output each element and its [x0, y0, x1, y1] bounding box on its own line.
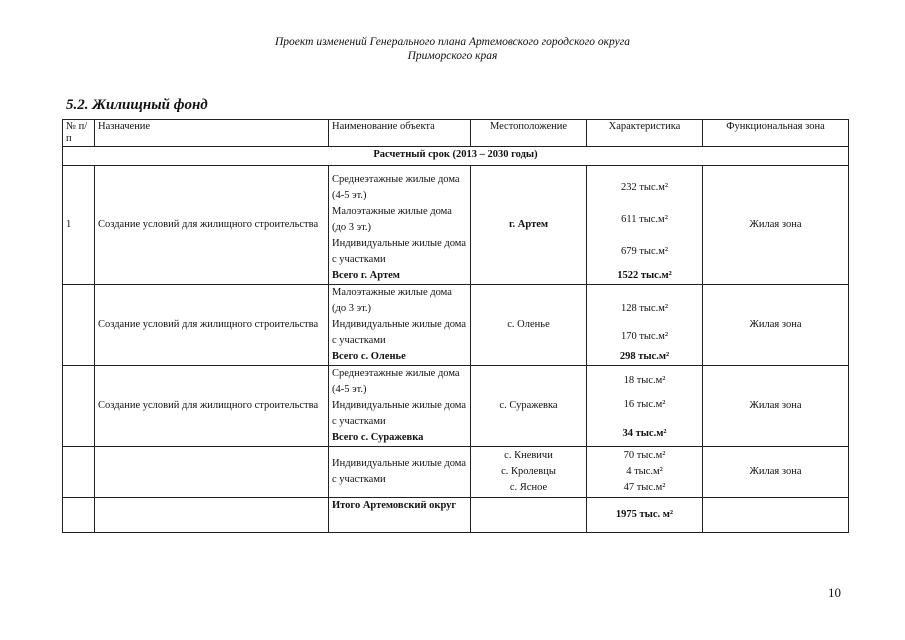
row-purpose: Создание условий для жилищного строительства — [95, 166, 329, 285]
header-zone: Функциональная зона — [703, 120, 849, 147]
header-purpose: Назначение — [95, 120, 329, 147]
row-num — [63, 447, 95, 498]
page-number: 10 — [828, 585, 841, 600]
value-item: 611 тыс.м² — [621, 214, 668, 225]
grand-total-empty — [95, 498, 329, 533]
document-header-line2: Приморского края — [407, 50, 498, 62]
object-item: Индивидуальные жилые дома с участками — [332, 319, 467, 346]
location-item: с. Кролевцы — [501, 466, 556, 477]
object-item: Среднеэтажные жилые дома (4-5 эт.) — [332, 174, 460, 201]
table-row — [63, 285, 849, 366]
row-num: 1 — [63, 166, 95, 285]
object-item: Малоэтажные жилые дома (до 3 эт.) — [332, 287, 452, 314]
row-purpose: Создание условий для жилищного строительства — [95, 366, 329, 447]
table-row — [63, 447, 849, 498]
value-item: 47 тыс.м² — [623, 482, 666, 493]
row-zone: Жилая зона — [703, 447, 849, 498]
document-header-line1: Проект изменений Генерального плана Артемовского городского округа — [275, 36, 630, 48]
row-objects — [329, 447, 471, 498]
row-total-label: Всего с. Оленье — [332, 351, 406, 362]
row-num — [63, 285, 95, 366]
value-item: 232 тыс.м² — [620, 182, 669, 193]
row-objects — [329, 166, 471, 285]
row-zone: Жилая зона — [703, 166, 849, 285]
object-item: Среднеэтажные жилые дома (4-5 эт.) — [332, 368, 460, 395]
value-item: 4 тыс.м² — [626, 466, 663, 477]
row-total-value: 1522 тыс.м² — [617, 270, 672, 281]
row-purpose — [95, 447, 329, 498]
value-item: 679 тыс.м² — [620, 246, 669, 257]
header-character: Характеристика — [587, 120, 703, 147]
header-num: № п/п — [63, 120, 95, 147]
row-location: с. Суражевка — [471, 366, 587, 447]
grand-total-empty — [703, 498, 849, 533]
table-row — [63, 366, 849, 447]
row-location: г. Артем — [471, 166, 587, 285]
table-row — [63, 166, 849, 285]
section-title: 5.2. Жилищный фонд — [66, 97, 208, 113]
period-row — [63, 147, 849, 166]
header-object: Наименование объекта — [329, 120, 471, 147]
value-item: 128 тыс.м² — [620, 303, 669, 314]
housing-table — [62, 119, 849, 533]
object-item: Малоэтажные жилые дома (до 3 эт.) — [332, 206, 452, 233]
row-total-value: 34 тыс.м² — [622, 428, 667, 439]
row-values — [587, 447, 703, 498]
row-location: с. Оленье — [471, 285, 587, 366]
period-label: Расчетный срок (2013 – 2030 годы) — [63, 147, 849, 166]
row-objects — [329, 285, 471, 366]
object-item: Индивидуальные жилые дома с участками — [332, 400, 467, 427]
table-header-row — [63, 120, 849, 147]
row-total-label: Всего с. Суражевка — [332, 432, 424, 443]
location-item: с. Кневичи — [504, 450, 553, 461]
row-values — [587, 366, 703, 447]
grand-total-value: 1975 тыс. м² — [587, 498, 703, 533]
object-item: Индивидуальные жилые дома с участками — [332, 458, 467, 485]
grand-total-empty — [471, 498, 587, 533]
value-item: 18 тыс.м² — [623, 375, 666, 386]
row-zone: Жилая зона — [703, 366, 849, 447]
row-values — [587, 285, 703, 366]
row-zone: Жилая зона — [703, 285, 849, 366]
value-item: 70 тыс.м² — [623, 450, 666, 461]
row-values — [587, 166, 703, 285]
grand-total-empty — [63, 498, 95, 533]
grand-total-row — [63, 498, 849, 533]
row-purpose: Создание условий для жилищного строительства — [95, 285, 329, 366]
row-total-value: 298 тыс.м² — [619, 351, 670, 362]
row-locations — [471, 447, 587, 498]
row-objects — [329, 366, 471, 447]
header-location: Местоположение — [471, 120, 587, 147]
grand-total-label: Итого Артемовский округ — [329, 498, 471, 533]
object-item: Индивидуальные жилые дома с участками — [332, 238, 467, 265]
row-num — [63, 366, 95, 447]
value-item: 16 тыс.м² — [623, 399, 666, 410]
location-item: с. Ясное — [509, 482, 548, 493]
row-total-label: Всего г. Артем — [332, 270, 400, 281]
value-item: 170 тыс.м² — [620, 331, 669, 342]
